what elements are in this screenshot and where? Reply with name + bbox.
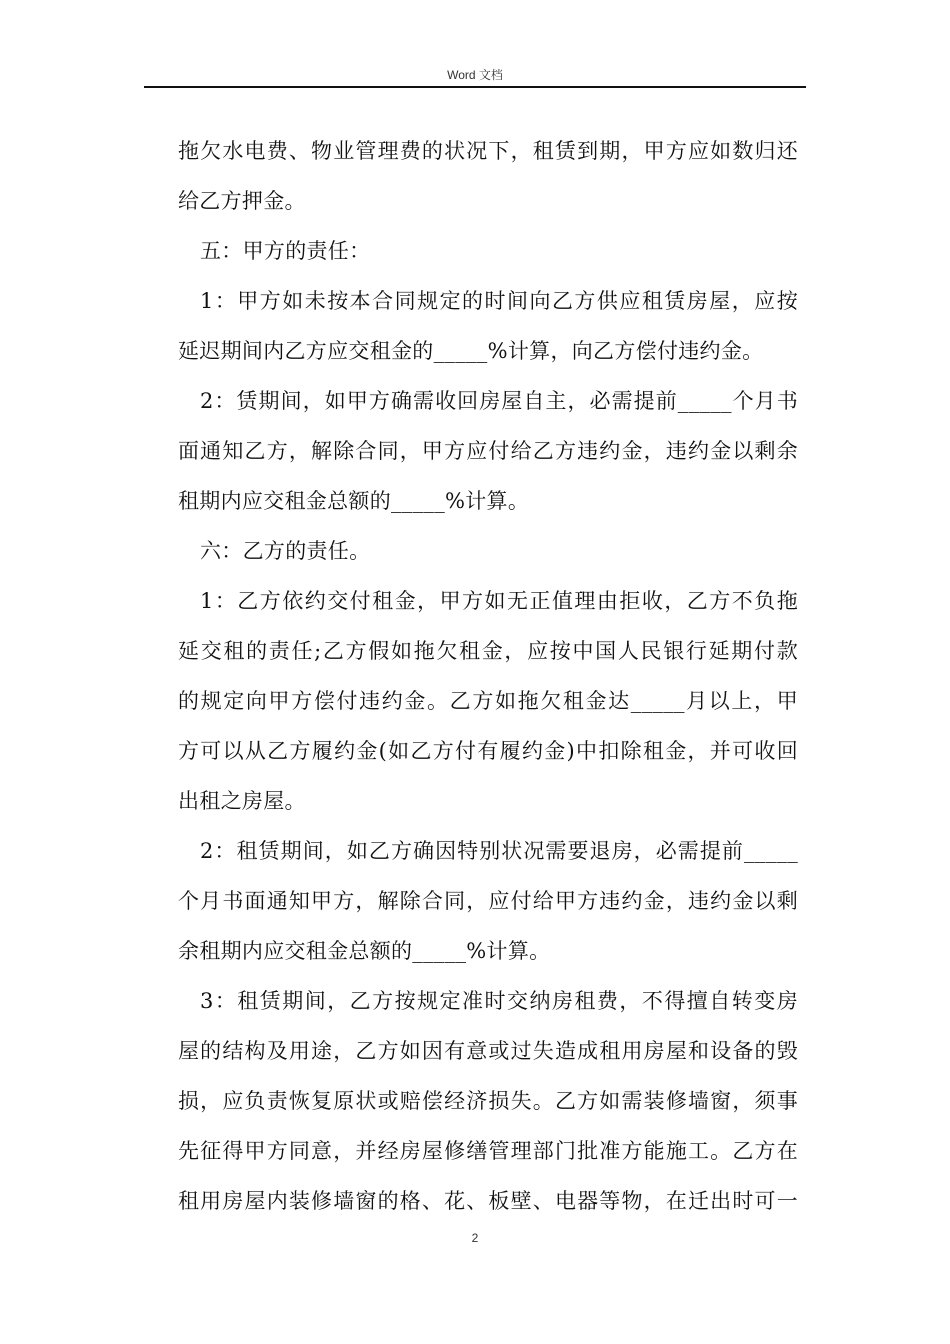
text-line: 1：乙方依约交付租金，甲方如无正值理由拒收，乙方不负拖: [200, 589, 798, 613]
page-header-title: Word 文档: [447, 68, 503, 82]
text-line: 租期内应交租金总额的_____%计算。: [178, 489, 530, 513]
text-line: 个月书面通知甲方，解除合同，应付给甲方违约金，违约金以剩: [178, 889, 798, 913]
text-line: 屋的结构及用途，乙方如因有意或过失造成租用房屋和设备的毁: [178, 1039, 798, 1063]
text-line: 拖欠水电费、物业管理费的状况下，租赁到期，甲方应如数归还: [178, 139, 798, 163]
text-line: 延迟期间内乙方应交租金的_____%计算，向乙方偿付违约金。: [178, 339, 764, 363]
text-line: 延交租的责任;乙方假如拖欠租金，应按中国人民银行延期付款: [178, 639, 798, 663]
text-line: 方可以从乙方履约金(如乙方付有履约金)中扣除租金，并可收回: [178, 739, 798, 763]
text-line: 的规定向甲方偿付违约金。乙方如拖欠租金达_____月以上，甲: [178, 689, 798, 713]
text-line: 先征得甲方同意，并经房屋修缮管理部门批准方能施工。乙方在: [178, 1139, 798, 1163]
page-number: 2: [471, 1231, 479, 1245]
text-line: 五：甲方的责任：: [200, 239, 371, 263]
text-line: 租用房屋内装修墙窗的格、花、板壁、电器等物，在迁出时可一: [178, 1189, 798, 1213]
text-line: 六：乙方的责任。: [200, 539, 371, 563]
text-line: 2：租赁期间，如乙方确因特别状况需要退房，必需提前_____: [200, 839, 798, 863]
text-line: 余租期内应交租金总额的_____%计算。: [178, 939, 551, 963]
text-line: 1：甲方如未按本合同规定的时间向乙方供应租赁房屋，应按: [200, 289, 798, 313]
text-line: 给乙方押金。: [178, 189, 306, 213]
text-line: 面通知乙方，解除合同，甲方应付给乙方违约金，违约金以剩余: [178, 439, 798, 463]
text-line: 2：赁期间，如甲方确需收回房屋自主，必需提前_____个月书: [200, 389, 798, 413]
header-divider: [144, 86, 806, 88]
text-line: 出租之房屋。: [178, 789, 306, 813]
text-line: 3：租赁期间，乙方按规定准时交纳房租费，不得擅自转变房: [200, 989, 798, 1013]
document-body: [178, 126, 798, 1226]
text-line: 损，应负责恢复原状或赔偿经济损失。乙方如需装修墙窗，须事: [178, 1089, 798, 1113]
